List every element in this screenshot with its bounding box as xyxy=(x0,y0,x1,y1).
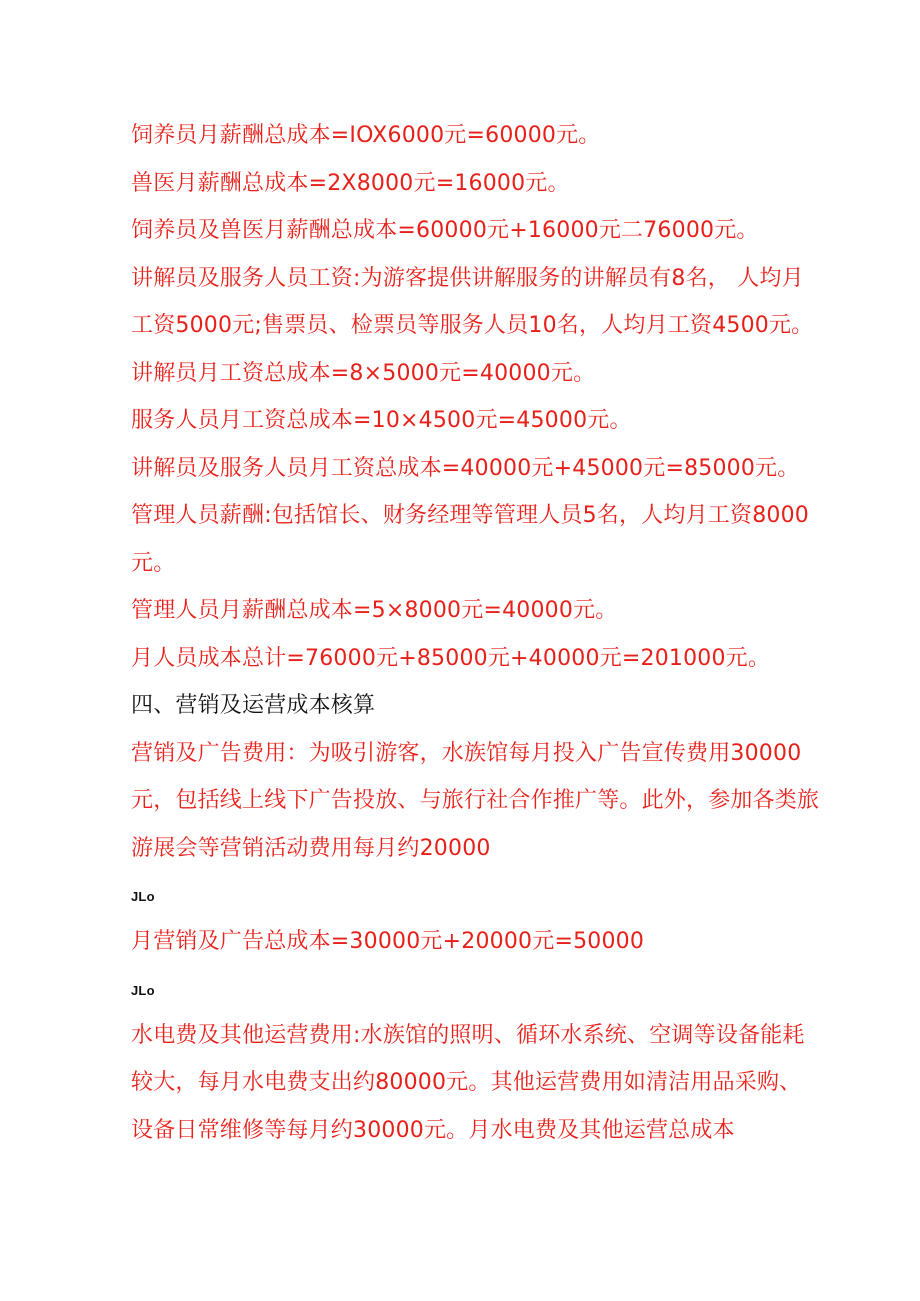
text-line-utilities-1: 水电费及其他运营费用:水族馆的照明、循环水系统、空调等设备能耗 xyxy=(131,1022,805,1048)
text-line-marketing-1: 营销及广告费用：为吸引游客，水族馆每月投入广告宣传费用30000 xyxy=(131,740,802,766)
text-line-guide-service-wages-2: 工资5000元;售票员、检票员等服务人员10名，人均月工资4500元。 xyxy=(131,313,814,338)
text-line-vet-salary: 兽医月薪酬总成本=2X8000元=16000元。 xyxy=(131,170,570,196)
text-line-feeder-vet-total: 饲养员及兽医月薪酬总成本=60000元+16000元二76000元。 xyxy=(131,218,759,243)
text-line-management-salary-1: 管理人员薪酬:包括馆长、财务经理等管理人员5名，人均月工资8000 xyxy=(131,503,809,528)
text-line-personnel-total: 月人员成本总计=76000元+85000元+40000元=201000元。 xyxy=(131,645,771,671)
ocr-artifact-text: JLo xyxy=(131,982,155,998)
text-line-marketing-2: 元，包括线上线下广告投放、与旅行社合作推广等。此外，参加各类旅 xyxy=(131,788,820,813)
text-line-guide-wage-total: 讲解员月工资总成本=8×5000元=40000元。 xyxy=(131,360,596,386)
text-line-guide-service-total: 讲解员及服务人员月工资总成本=40000元+45000元=85000元。 xyxy=(131,455,800,481)
text-line-utilities-3: 设备日常维修等每月约30000元。月水电费及其他运营总成本 xyxy=(131,1117,735,1143)
text-line-service-wage-total: 服务人员月工资总成本=10×4500元=45000元。 xyxy=(131,408,632,433)
section-heading: 四、营销及运营成本核算 xyxy=(131,693,376,718)
text-line-marketing-total: 月营销及广告总成本=30000元+20000元=50000 xyxy=(131,929,645,954)
ocr-artifact-text: JLo xyxy=(131,889,155,904)
document-body xyxy=(131,112,820,1154)
text-line-management-total: 管理人员月薪酬总成本=5×8000元=40000元。 xyxy=(131,598,618,623)
text-line-feeder-salary: 饲养员月薪酬总成本=IOX6000元=60000元。 xyxy=(131,123,601,148)
text-line-guide-service-wages-1: 讲解员及服务人员工资:为游客提供讲解服务的讲解员有8名， 人均月 xyxy=(131,265,804,291)
text-line-marketing-3: 游展会等营销活动费用每月约20000 xyxy=(131,835,491,861)
text-line-management-salary-2: 元。 xyxy=(131,550,176,576)
text-line-utilities-2: 较大，每月水电费支出约80000元。其他运营费用如清洁用品采购、 xyxy=(131,1070,802,1095)
